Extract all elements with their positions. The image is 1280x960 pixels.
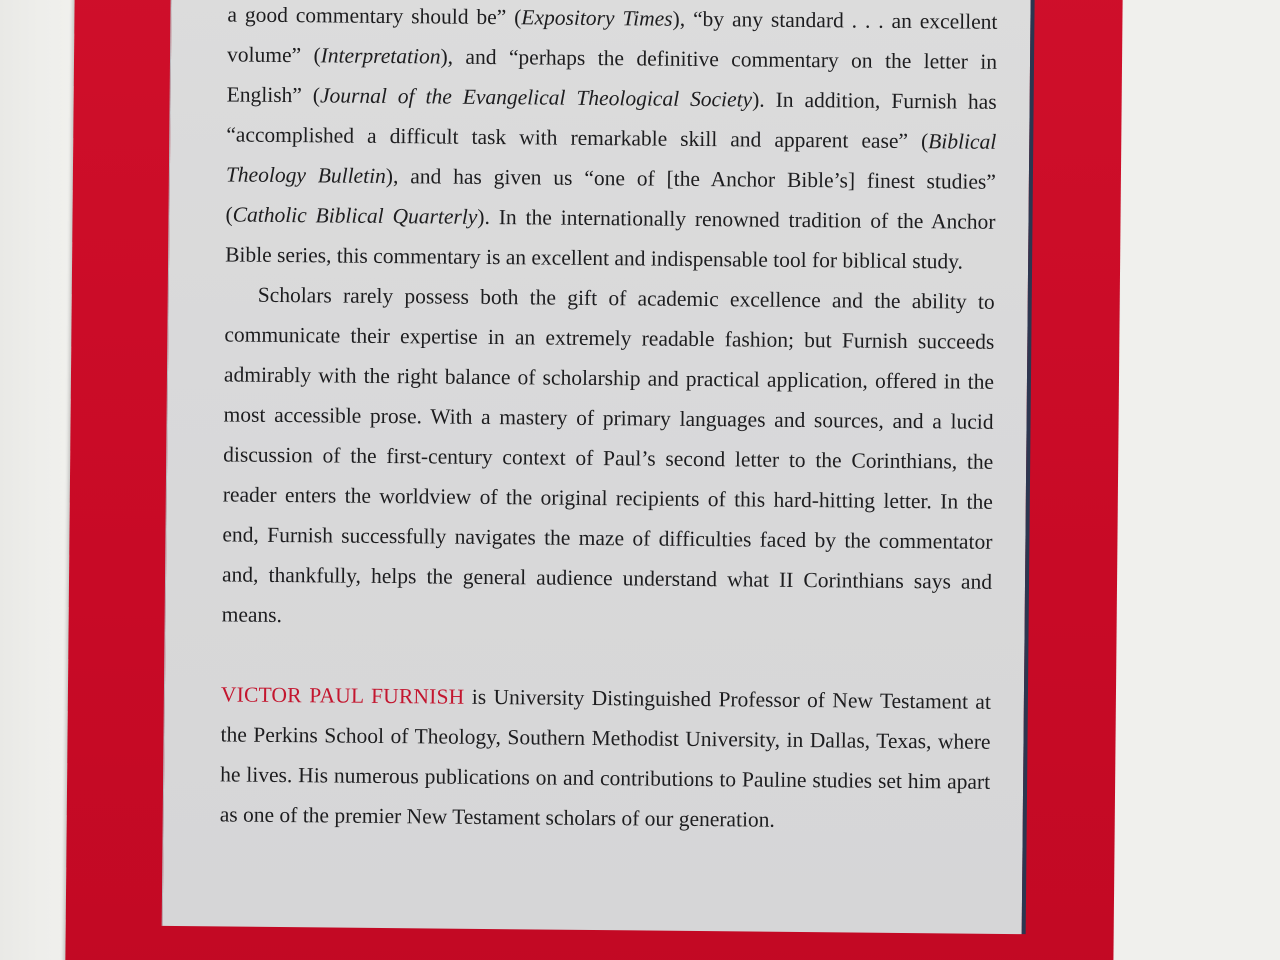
author-bio <box>220 674 992 841</box>
blurb-paragraph-praise: a good commentary should be” (Expository Times), “by any standard . . . an excellent volume” (Interpretation), and “perhaps the definitive commentary on the letter in English” (Journal of the Evangelical Theological Society). In addition, Furnish has “accomplished a difficult task with remarkable skill and apparent ease” (Biblical Theology Bulletin), and has given us “one of [the Anchor Bible’s] finest studies” (Catholic Biblical Quarterly). In the internationally renowned tradition of the Anchor Bible series, this commentary is an excellent and indispensable tool for biblical study. <box>225 2 998 274</box>
book-jacket-back-cover <box>65 0 1123 960</box>
author-name: VICTOR PAUL FURNISH <box>220 682 465 709</box>
publication-title: Journal of the Evangelical Theological Society <box>319 83 753 112</box>
author-bio-text: is University Distinguished Professor of New Testament at the Perkins School of Theology, Southern Methodist University, in Dallas, Texas, where he lives. His numerous publications on and contributions to Pauline studies set him apart as one of the premier New Testament scholars of our generation. <box>219 684 992 832</box>
blurb-text <box>220 0 998 842</box>
publication-title: Expository Times <box>521 5 673 31</box>
publication-title: Catholic Biblical Quarterly <box>232 202 478 229</box>
jacket-text-panel <box>162 0 1035 934</box>
publication-title: Biblical Theology Bulletin <box>225 129 997 188</box>
blurb-paragraph-scholarship: Scholars rarely possess both the gift of academic excellence and the ability to communicate their expertise in an extremely readable fashion; but Furnish succeeds admirably with the right balance of scholarship and practical application, offered in the most accessible prose. With a mastery of primary languages and sources, and a lucid discussion of the first-century context of Paul’s second letter to the Corinthians, the reader enters the worldview of the original recipients of this hard-hitting letter. In the end, Furnish successfully navigates the maze of difficulties faced by the commentator and, thankfully, helps the general audience understand what II Corinthians says and means. <box>221 282 995 628</box>
publication-title: Interpretation <box>320 43 441 69</box>
